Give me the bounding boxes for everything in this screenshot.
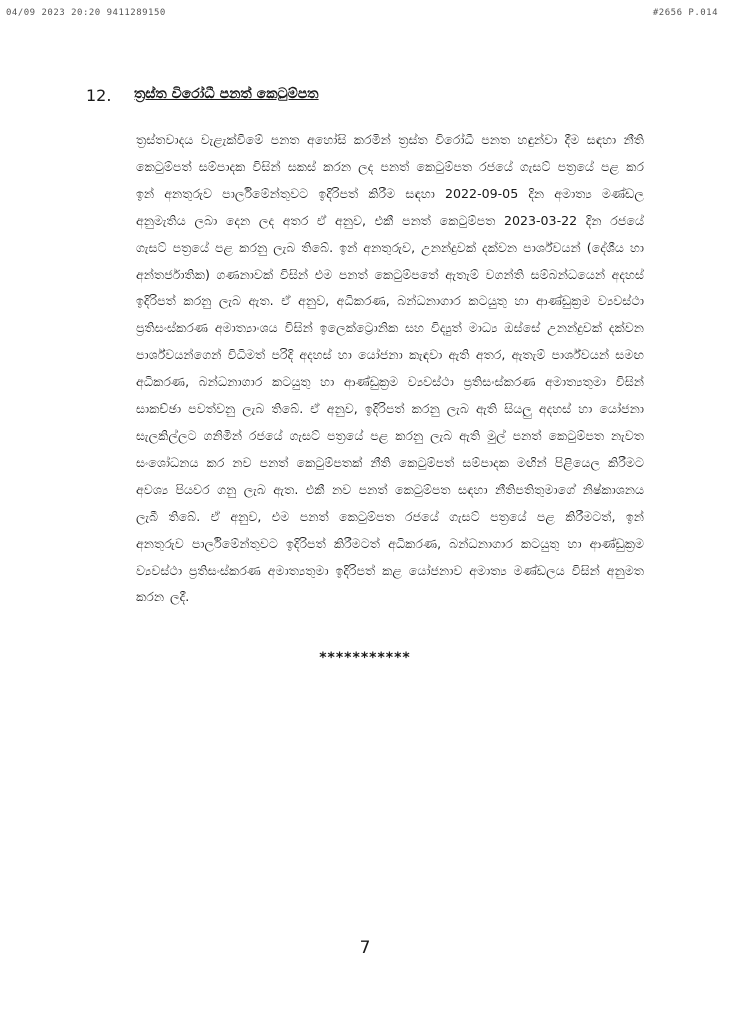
- page-number: 7: [359, 938, 371, 958]
- body-paragraph: ත්‍රස්තවාදය වැළැක්වීමේ පනත අහෝසි කරමින් ත්‍රස්ත විරෝධී පනත හඳුන්වා දීම සඳහා නීති කෙටුම්පත් සම්පාදක විසින් සකස් කරන ලද පනත් කෙටුම්පත රජයේ ගැසට් පත්‍රයේ පළ කර ඉන් අනතුරුව පාර්ලිමේන්තුවට ඉදිරිපත් කිරීම සඳහා 2022-09-05 දින අමාත්‍ය මණ්ඩල අනුමැතිය ලබා දෙන ලද අතර ඒ අනුව, එකී පනත් කෙටුම්පත 2023-03-22 දින රජයේ ගැසට් පත්‍රයේ පළ කරනු ලැබ තිබේ. ඉන් අනතුරුව, උනන්දුවක් දක්වන පාර්ශ්වයන් (දේශීය හා අන්තර්ජාතික) ගණනාවක් විසින් එම පනත් කෙටුම්පතේ ඇතැම් වගන්ති සම්බන්ධයෙන් අදහස් ඉදිරිපත් කරනු ලැබ ඇත. ඒ අනුව, අධිකරණ, බන්ධනාගාර කටයුතු හා ආණ්ඩුක්‍රම ව්‍යවස්ථා ප්‍රතිසංස්කරණ අමාත්‍යාංශය විසින් ඉලෙක්ට්‍රොනික සහ විද්‍යුත් මාධ්‍ය ඔස්සේ උනන්දුවක් දක්වන පාර්ශ්වයන්ගෙන් විධිමත් පරිදි අදහස් හා යෝජනා කැඳවා ඇති අතර, ඇතැම් පාර්ශ්වයන් සමඟ අධිකරණ, බන්ධනාගාර කටයුතු හා ආණ්ඩුක්‍රම ව්‍යවස්ථා ප්‍රතිසංස්කරණ අමාත්‍යතුමා විසින් සාකච්ඡා පවත්වනු ලැබ තිබේ. ඒ අනුව, ඉදිරිපත් කරනු ලැබ ඇති සියලු අදහස් හා යෝජනා සැලකිල්ලට ගනිමින් රජයේ ගැසට් පත්‍රයේ පළ කරනු ලැබ ඇති මුල් පනත් කෙටුම්පත නැවත සංශෝධනය කර නව පනත් කෙටුම්පතක් නීති කෙටුම්පත් සම්පාදක මඟින් පිළියෙල කිරීමට අවශ්‍ය පියවර ගනු ලැබ ඇත. එකී නව පනත් කෙටුම්පත සඳහා නීතිපතිතුමාගේ නිෂ්කාශනය ලැබී තිබේ. ඒ අනුව, එම පනත් කෙටුම්පත රජයේ ගැසට් පත්‍රයේ පළ කිරීමටත්, ඉන් අනතුරුව පාර්ලිමේන්තුවට ඉදිරිපත් කිරීමටත් අධිකරණ, බන්ධනාගාර කටයුතු හා ආණ්ඩුක්‍රම ව්‍යවස්ථා ප්‍රතිසංස්කරණ අමාත්‍යතුමා ඉදිරිපත් කළ යෝජනාව අමාත්‍ය මණ්ඩලය විසින් අනුමත කරන ලදී.: [136, 132, 644, 605]
- section-number: 12.: [86, 86, 112, 105]
- section-separator: ***********: [319, 650, 411, 666]
- fax-header: [0, 8, 730, 24]
- section-title: ත්‍රස්ත විරෝධී පනත් කෙටුම්පත: [134, 86, 319, 102]
- fax-page-reference: #2656 P.014: [652, 8, 718, 18]
- section-heading: [86, 86, 646, 110]
- fax-timestamp: 04/09 2023 20:20 9411289150: [6, 8, 166, 18]
